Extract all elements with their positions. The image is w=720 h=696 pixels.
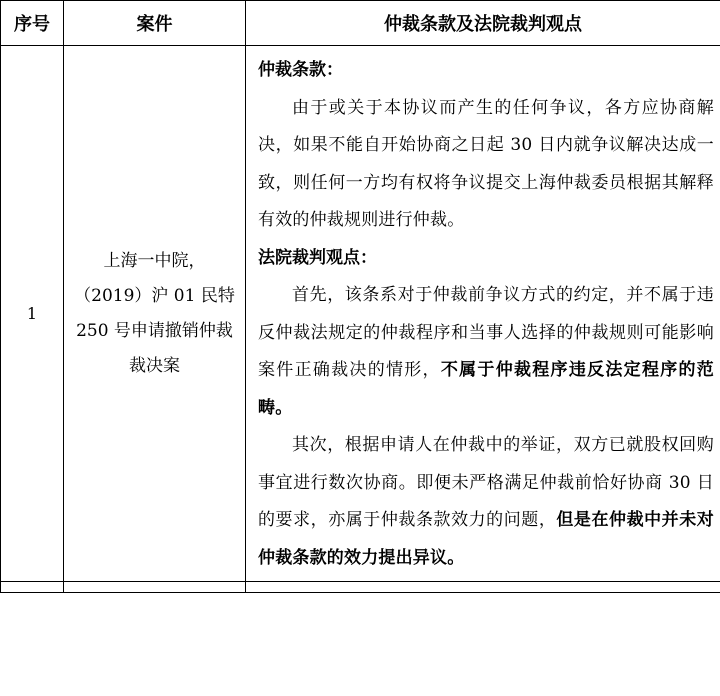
clause-heading: 仲裁条款： — [258, 60, 343, 80]
court-paragraph-2 — [258, 427, 714, 577]
case-cell — [64, 46, 246, 582]
table-row-partial — [1, 582, 720, 593]
header-case: 案件 — [64, 1, 246, 46]
court-p1-bold: 不属于仲裁程序违反法定程序的范畴。 — [258, 360, 715, 418]
court-p2-text: 其次，根据申请人在仲裁中的举证，双方已就股权回购事宜进行数次协商。即便未严格满足仲裁前恰好协商 30 日的要求，亦属于仲裁条款效力的问题， — [258, 435, 714, 530]
header-no: 序号 — [1, 1, 64, 46]
case-name: 上海一中院，（2019）沪 01 民特 250 号申请撤销仲裁裁决案 — [74, 250, 235, 376]
partial-cell-case — [64, 582, 246, 593]
partial-cell-no — [1, 582, 64, 593]
partial-cell-content — [246, 582, 720, 593]
clause-text: 由于或关于本协议而产生的任何争议，各方应协商解决，如果不能自开始协商之日起 30 日内就争议解决达成一致，则任何一方均有权将争议提交上海仲裁委员根据其解释有效的仲裁规则进行仲裁。 — [258, 97, 714, 230]
court-paragraph-1 — [258, 277, 714, 427]
court-heading: 法院裁判观点： — [258, 247, 377, 268]
content-cell — [246, 46, 720, 582]
table-row — [1, 46, 720, 582]
header-content: 仲裁条款及法院裁判观点 — [246, 1, 720, 46]
table-header-row — [1, 1, 720, 46]
court-p2-bold: 但是在仲裁中并未对仲裁条款的效力提出异议。 — [258, 510, 714, 568]
row-number: 1 — [1, 46, 64, 582]
court-p1-text: 首先，该条系对于仲裁前争议方式的约定，并不属于违反仲裁法规定的仲裁程序和当事人选择的仲裁规则可能影响案件正确裁决的情形， — [258, 285, 714, 380]
